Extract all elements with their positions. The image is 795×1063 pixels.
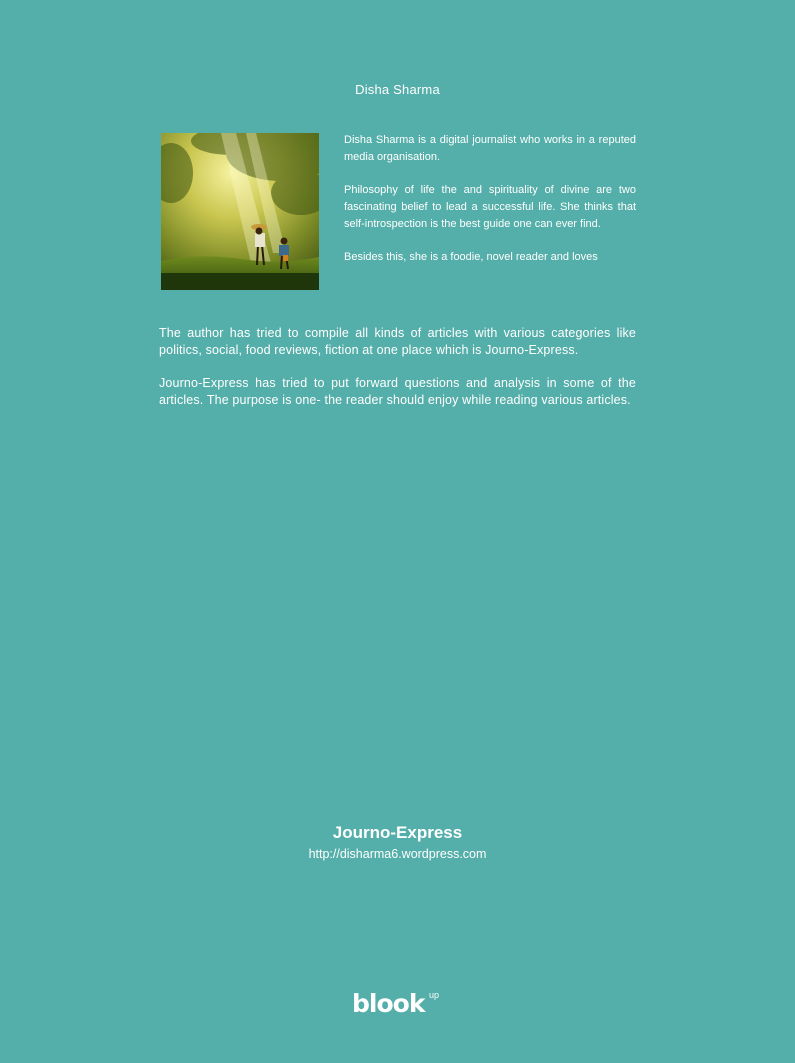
bio-paragraph-2: Philosophy of life the and spirituality of divine are two fascinating belief to lead a successful life. She thinks that self-introspection is the best guide one can ever find. xyxy=(344,184,636,230)
logo-sup-text: up xyxy=(429,990,440,1000)
author-name: Disha Sharma xyxy=(355,82,440,97)
bio-paragraph-1: Disha Sharma is a digital journalist who works in a reputed media organisation. xyxy=(344,134,636,163)
author-photo xyxy=(161,133,319,290)
logo-main-text: blook xyxy=(352,989,425,1018)
blog-title: Journo-Express xyxy=(332,823,463,842)
about-blog xyxy=(159,325,636,425)
bio-paragraph-3: Besides this, she is a foodie, novel reader and loves xyxy=(344,250,598,263)
about-paragraph-2: Journo-Express has tried to put forward questions and analysis in some of the articles. The purpose is one- the reader should enjoy while reading various articles. xyxy=(159,376,636,407)
about-paragraph-1: The author has tried to compile all kinds of articles with various categories like politics, social, food reviews, fiction at one place which is Journo-Express. xyxy=(159,326,636,357)
author-bio xyxy=(344,132,636,282)
blog-url-link[interactable]: http://disharma6.wordpress.com xyxy=(308,847,487,861)
forest-walk-photo-icon xyxy=(161,133,319,290)
blookup-logo xyxy=(352,990,452,1020)
